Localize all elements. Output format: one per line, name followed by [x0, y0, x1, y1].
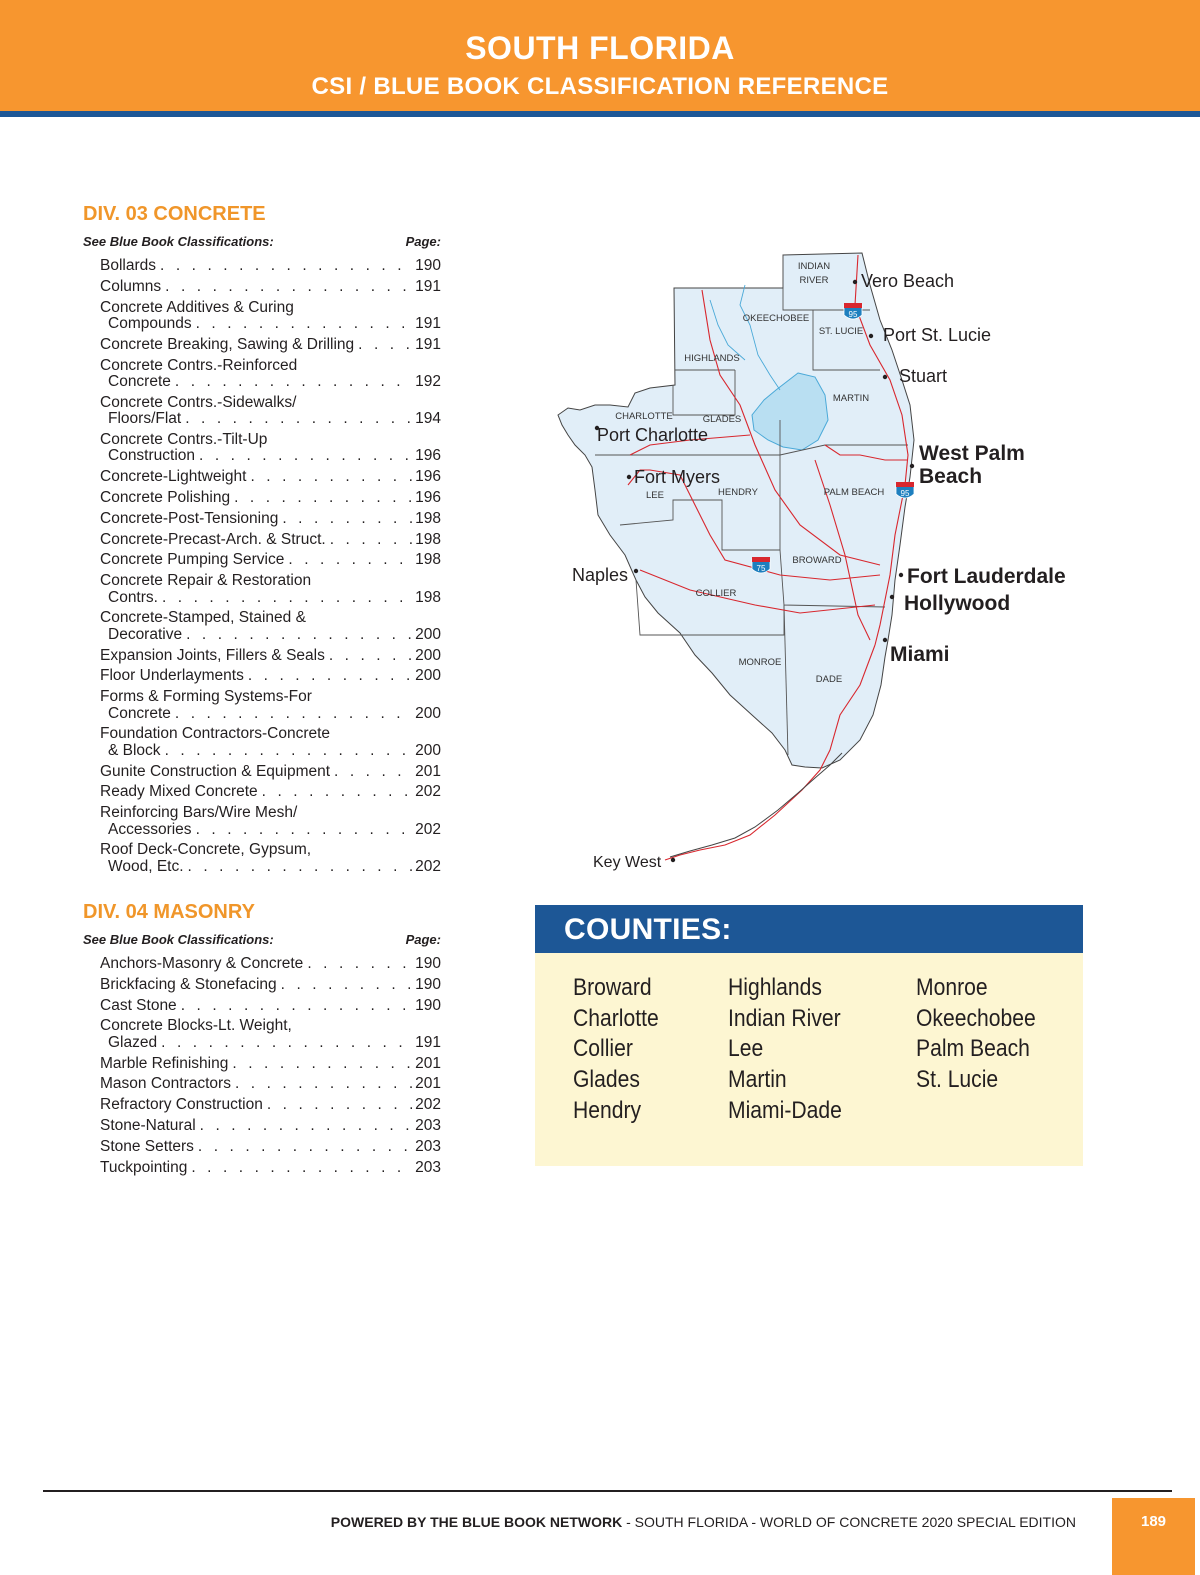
city-label-fort-myers: Fort Myers: [634, 467, 721, 487]
classification-label: Reinforcing Bars/Wire Mesh/: [100, 804, 298, 822]
classification-entry: [83, 532, 441, 548]
city-label-fort-lauderdale: Fort Lauderdale: [907, 565, 1066, 588]
dot-leader: [234, 490, 413, 506]
dot-leader: [165, 279, 413, 295]
page-ref: 203: [415, 1158, 441, 1176]
county-item: Collier: [573, 1035, 633, 1063]
svg-text:95: 95: [900, 489, 910, 498]
dot-leader: [165, 743, 414, 759]
classification-entry: [83, 689, 441, 722]
classification-label: Concrete Repair & Restoration: [100, 572, 312, 590]
page-ref: 200: [415, 625, 441, 643]
dot-leader: [198, 1139, 413, 1155]
classification-entry: [83, 469, 441, 485]
city-label-vero-beach: Vero Beach: [861, 271, 955, 291]
classification-label: Forms & Forming Systems-For: [100, 688, 312, 706]
page-ref: 201: [415, 1075, 441, 1093]
classification-label: Bollards: [100, 257, 156, 274]
dot-leader: [185, 411, 413, 427]
county-label-glades: GLADES: [702, 414, 742, 425]
city-label-west-palm-2: Beach: [919, 465, 983, 488]
page-ref: 196: [415, 489, 441, 506]
page-ref: 198: [415, 509, 441, 527]
dot-leader: [232, 1056, 413, 1072]
dot-leader: [175, 706, 413, 722]
classification-entry: [83, 511, 441, 527]
page-ref: 202: [415, 857, 441, 875]
dot-leader: [160, 258, 413, 274]
classification-entry: [83, 977, 441, 993]
page-subtitle: CSI / BLUE BOOK CLASSIFICATION REFERENCE: [311, 73, 889, 100]
classification-entry: [83, 1018, 441, 1051]
page-ref: 196: [415, 468, 441, 486]
city-label-stuart: Stuart: [899, 366, 948, 386]
dot-leader: [191, 1160, 413, 1176]
page-ref: 190: [415, 975, 441, 993]
classification-label: Floor Underlayments: [100, 667, 244, 685]
classification-entry: [83, 784, 441, 800]
page-header: [0, 0, 1200, 111]
classification-label: Tuckpointing: [100, 1158, 188, 1176]
classification-entry: [83, 726, 441, 759]
classification-entry: [83, 279, 441, 295]
page-ref: 191: [415, 277, 441, 295]
county-label-collier: COLLIER: [695, 588, 737, 599]
classification-label: Foundation Contractors-Concrete: [100, 725, 331, 743]
county-label-highlands: HIGHLANDS: [684, 353, 740, 364]
map-svg: [540, 245, 1100, 880]
classification-entry: [83, 358, 441, 391]
classification-label: Ready Mixed Concrete: [100, 783, 258, 801]
dot-leader: [288, 552, 413, 568]
classification-entry: [83, 842, 441, 875]
classification-entry: [83, 573, 441, 606]
county-label-monroe: MONROE: [738, 657, 782, 668]
page-ref: 203: [415, 1116, 441, 1134]
classification-label: Accessories: [108, 820, 192, 838]
city-label-naples: Naples: [572, 565, 629, 585]
classification-entry: [83, 337, 441, 353]
div03-title: DIV. 03 CONCRETE: [83, 203, 266, 225]
classification-label: Concrete-Precast-Arch. & Struct.: [100, 530, 326, 548]
county-item: Okeechobee: [916, 1004, 1036, 1032]
classification-label: Cast Stone: [100, 996, 177, 1014]
dot-leader: [188, 859, 414, 875]
county-item: Glades: [573, 1066, 640, 1094]
classification-entry: [83, 956, 441, 972]
dot-leader: [196, 316, 414, 332]
classification-label: Concrete Polishing: [100, 489, 231, 506]
page-ref: 200: [415, 667, 441, 685]
page-ref: 190: [415, 955, 441, 972]
county-item: St. Lucie: [916, 1066, 999, 1094]
classification-entry: [83, 805, 441, 838]
classification-entry: [83, 764, 441, 780]
div03-list: [83, 258, 441, 875]
classification-label: Glazed: [108, 1033, 158, 1051]
dot-leader: [175, 374, 413, 390]
dot-leader: [282, 511, 413, 527]
page-ref: 200: [415, 741, 441, 759]
classification-label: Columns: [100, 277, 162, 295]
classification-label: Construction: [108, 447, 196, 465]
classification-label: Concrete Blocks-Lt. Weight,: [100, 1017, 292, 1035]
classification-entry: [83, 1076, 441, 1092]
county-label-hendry: HENDRY: [718, 487, 758, 498]
classification-label: Concrete-Stamped, Stained &: [100, 609, 306, 627]
classification-entry: [83, 648, 441, 664]
dot-leader: [358, 337, 413, 353]
page-ref: 201: [415, 762, 441, 780]
dot-leader: [235, 1076, 413, 1092]
counties-title: COUNTIES:: [535, 905, 1083, 953]
classification-entry: [83, 1160, 441, 1176]
dot-leader: [181, 998, 413, 1014]
page-ref: 200: [415, 704, 441, 722]
classification-label: Concrete: [108, 373, 171, 390]
classification-entry: [83, 668, 441, 684]
dot-leader: [161, 1035, 413, 1051]
i95-shield-north: [844, 303, 862, 319]
classification-label: Concrete Additives & Curing: [100, 298, 294, 316]
county-label-martin: MARTIN: [832, 393, 870, 404]
page-ref: 203: [415, 1137, 441, 1155]
classification-entry: [83, 1056, 441, 1072]
south-florida-map: [540, 245, 1100, 880]
classification-label: Refractory Construction: [100, 1096, 263, 1114]
classification-entry: [83, 300, 441, 333]
page-ref: 198: [415, 551, 441, 569]
div03-subheader: [83, 234, 441, 249]
page-ref: 202: [415, 783, 441, 801]
footer-edition-label: - SOUTH FLORIDA - WORLD OF CONCRETE 2020 SPECIAL EDITION: [622, 1514, 1076, 1530]
county-label-indian-river-1: INDIAN: [797, 261, 831, 272]
county-item: Broward: [573, 974, 652, 1001]
div03-page-label: Page:: [405, 234, 441, 249]
dot-leader: [200, 1118, 413, 1134]
county-item: Highlands: [728, 974, 822, 1001]
classification-label: Floors/Flat: [108, 410, 182, 428]
city-label-key-west: Key West: [593, 854, 662, 871]
div04-page-label: Page:: [405, 932, 441, 947]
county-label-lee: LEE: [646, 490, 664, 501]
classification-entry: [83, 552, 441, 568]
div03-sub-label: See Blue Book Classifications:: [83, 234, 274, 249]
dot-leader: [199, 448, 413, 464]
city-label-west-palm-1: West Palm: [919, 442, 1025, 465]
county-label-okeechobee: OKEECHOBEE: [742, 313, 810, 324]
classification-entry: [83, 610, 441, 643]
classification-label: Concrete-Lightweight: [100, 468, 247, 486]
dot-leader: [250, 469, 413, 485]
classification-label: Stone-Natural: [100, 1116, 196, 1134]
classification-label: Concrete Contrs.-Reinforced: [100, 356, 298, 374]
i75-shield: [752, 557, 770, 573]
county-item: Martin: [728, 1066, 787, 1094]
div04-title: DIV. 04 MASONRY: [83, 901, 255, 923]
classification-label: Anchors-Masonry & Concrete: [100, 955, 304, 972]
page-ref: 191: [415, 1033, 441, 1051]
svg-text:75: 75: [756, 564, 766, 573]
dot-leader: [329, 648, 413, 664]
dot-leader: [307, 956, 413, 972]
classification-entry: [83, 432, 441, 465]
dot-leader: [196, 822, 414, 838]
classification-label: Concrete: [108, 704, 171, 722]
classification-label: & Block: [108, 741, 161, 759]
page-ref: 198: [415, 588, 441, 606]
classification-label: Decorative: [108, 625, 183, 643]
page-ref: 194: [415, 410, 441, 428]
page-ref: 200: [415, 646, 441, 664]
classification-label: Gunite Construction & Equipment: [100, 762, 331, 780]
classification-entry: [83, 1097, 441, 1113]
county-label-palm-beach: PALM BEACH: [823, 487, 885, 498]
classification-entry: [83, 490, 441, 506]
footer-text: [331, 1514, 1076, 1530]
county-item: Hendry: [573, 1096, 642, 1124]
classification-label: Concrete Contrs.-Sidewalks/: [100, 393, 297, 411]
classification-label: Brickfacing & Stonefacing: [100, 975, 277, 993]
page-ref: 202: [415, 1096, 441, 1114]
county-item: Miami-Dade: [728, 1096, 842, 1124]
dot-leader: [248, 668, 413, 684]
county-label-indian-river-2: RIVER: [799, 275, 829, 286]
florida-keys: [670, 753, 842, 857]
classification-label: Mason Contractors: [100, 1075, 231, 1093]
page-title: SOUTH FLORIDA: [465, 30, 735, 66]
county-label-dade: DADE: [815, 674, 843, 685]
city-label-miami: Miami: [890, 643, 950, 666]
div04-subheader: [83, 932, 441, 947]
div04-sub-label: See Blue Book Classifications:: [83, 932, 274, 947]
header-rule: [0, 111, 1200, 117]
city-label-port-charlotte: Port Charlotte: [597, 425, 709, 445]
classification-label: Expansion Joints, Fillers & Seals: [100, 646, 325, 664]
classification-entry: [83, 998, 441, 1014]
classification-label: Wood, Etc.: [108, 857, 184, 875]
counties-column-2: [728, 973, 857, 1127]
county-label-charlotte: CHARLOTTE: [615, 411, 673, 422]
city-label-hollywood: Hollywood: [904, 592, 1011, 615]
county-item: Charlotte: [573, 1004, 659, 1032]
classification-label: Compounds: [108, 315, 192, 332]
page-ref: 191: [415, 315, 441, 332]
classification-label: Concrete Pumping Service: [100, 551, 285, 569]
page-ref: 190: [415, 257, 441, 274]
page-ref: 201: [415, 1054, 441, 1072]
classification-entry: [83, 1139, 441, 1155]
counties-column-1: [573, 973, 670, 1127]
footer-rule: [43, 1490, 1172, 1492]
dot-leader: [186, 627, 413, 643]
classification-entry: [83, 258, 441, 274]
classification-entry: [83, 1118, 441, 1134]
classification-label: Concrete Breaking, Sawing & Drilling: [100, 335, 355, 353]
county-label-broward: BROWARD: [792, 555, 842, 566]
page-ref: 196: [415, 447, 441, 465]
page-number: 189: [1112, 1498, 1195, 1575]
classification-label: Concrete Contrs.-Tilt-Up: [100, 431, 268, 448]
i95-shield-south: [896, 482, 914, 498]
svg-text:95: 95: [848, 310, 858, 319]
page-ref: 191: [415, 335, 441, 353]
classification-label: Concrete-Post-Tensioning: [100, 509, 279, 527]
dot-leader: [162, 590, 413, 606]
page-ref: 190: [415, 996, 441, 1014]
county-label-st-lucie: ST. LUCIE: [818, 326, 864, 337]
page-ref: 202: [415, 820, 441, 838]
classification-label: Marble Refinishing: [100, 1054, 229, 1072]
dot-leader: [281, 977, 414, 993]
classification-label: Contrs.: [108, 588, 158, 606]
counties-column-3: [916, 973, 1052, 1096]
dot-leader: [262, 784, 413, 800]
classification-entry: [83, 395, 441, 428]
county-item: Monroe: [916, 974, 988, 1001]
classification-label: Stone Setters: [100, 1137, 194, 1155]
dot-leader: [267, 1097, 413, 1113]
counties-box: [535, 905, 1083, 1166]
classification-label: Roof Deck-Concrete, Gypsum,: [100, 841, 312, 859]
div04-list: [83, 956, 441, 1176]
county-item: Lee: [728, 1035, 764, 1063]
county-item: Indian River: [728, 1004, 841, 1032]
county-item: Palm Beach: [916, 1035, 1030, 1063]
div03-section: [83, 203, 441, 880]
dot-leader: [334, 764, 413, 780]
footer-network-label: POWERED BY THE BLUE BOOK NETWORK: [330, 1514, 623, 1530]
city-label-port-st-lucie: Port St. Lucie: [883, 325, 992, 345]
page-ref: 192: [415, 373, 441, 390]
page-ref: 198: [415, 530, 441, 548]
dot-leader: [330, 532, 413, 548]
div04-section: [83, 901, 441, 1180]
